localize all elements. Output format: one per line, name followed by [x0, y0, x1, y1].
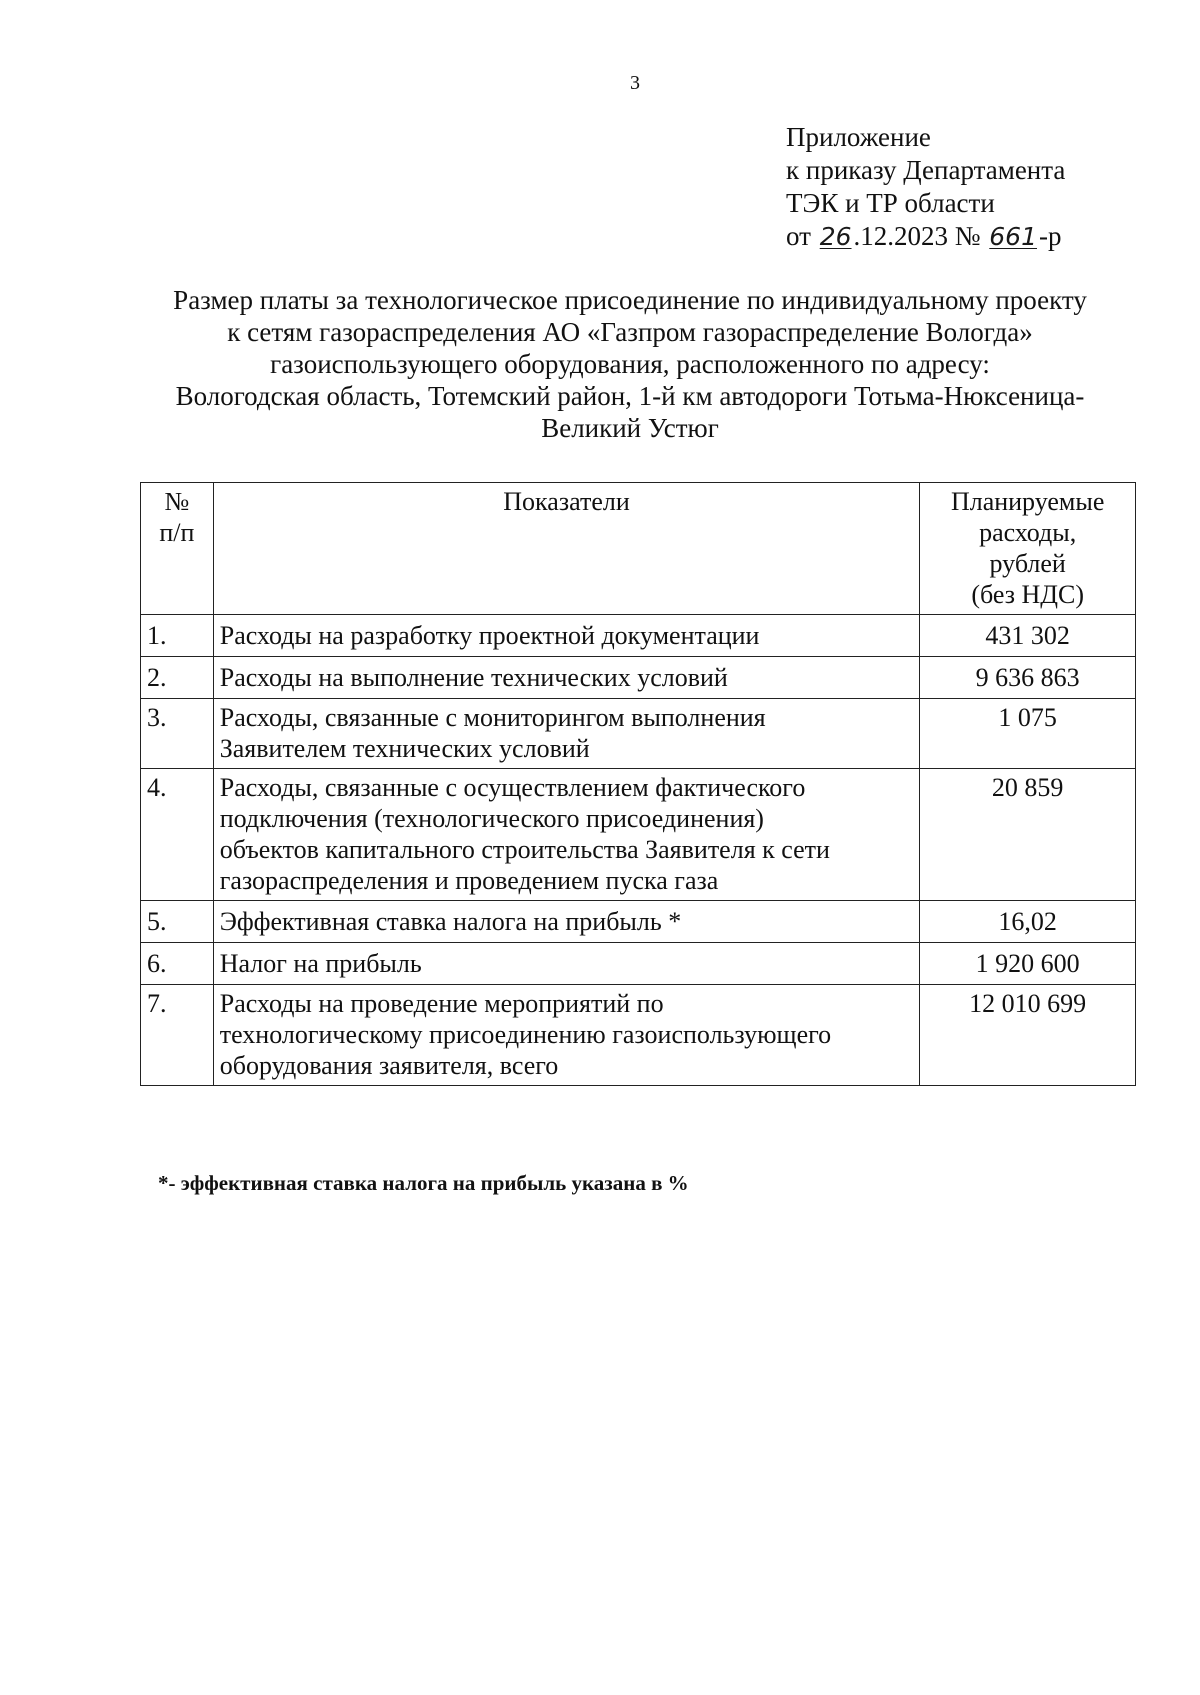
row-value: 1 075: [920, 699, 1136, 769]
row-value: 1 920 600: [920, 943, 1136, 985]
title-line: Размер платы за технологическое присоединение по индивидуальному проекту: [173, 285, 1087, 315]
table-row: [141, 657, 1136, 699]
header-number-line: п/п: [159, 518, 195, 547]
row-number: 6.: [141, 943, 214, 985]
indicator-line: Расходы на проведение мероприятий по: [219, 989, 664, 1018]
row-indicator: [213, 901, 920, 943]
row-number: 7.: [141, 985, 214, 1086]
row-number: 3.: [141, 699, 214, 769]
row-number: 5.: [141, 901, 214, 943]
table-header-row: [141, 483, 1136, 615]
header-cost-line: расходы,: [979, 518, 1077, 547]
indicator-line: Заявителем технических условий: [219, 734, 590, 763]
row-value: 431 302: [920, 615, 1136, 657]
header-number: [141, 483, 214, 615]
indicator-line: объектов капитального строительства Заявителя к сети: [219, 835, 830, 864]
appendix-order-ref: к приказу Департамента: [786, 155, 1066, 185]
handwritten-order-number: 661: [989, 222, 1037, 251]
date-rest: .12.2023 №: [853, 221, 988, 251]
indicator-line: Расходы на разработку проектной документации: [219, 621, 760, 650]
table-row: [141, 769, 1136, 901]
order-suffix: -р: [1039, 221, 1062, 251]
costs-table: [140, 482, 1136, 1086]
row-value: 16,02: [920, 901, 1136, 943]
indicator-line: Расходы, связанные с осуществлением фактического: [219, 773, 806, 802]
header-cost-line: (без НДС): [971, 580, 1084, 609]
appendix-department: ТЭК и ТР области: [786, 188, 995, 218]
table-row: [141, 699, 1136, 769]
title-line: к сетям газораспределения АО «Газпром газораспределение Вологда»: [227, 317, 1033, 347]
appendix-reference: [786, 121, 1065, 253]
indicator-line: оборудования заявителя, всего: [219, 1051, 559, 1080]
table-row: [141, 615, 1136, 657]
row-value: 12 010 699: [920, 985, 1136, 1086]
row-value: 20 859: [920, 769, 1136, 901]
indicator-line: Расходы, связанные с мониторингом выполнения: [219, 703, 766, 732]
row-indicator: [213, 769, 920, 901]
row-indicator: [213, 699, 920, 769]
handwritten-day: 26: [819, 222, 852, 251]
row-number: 4.: [141, 769, 214, 901]
row-indicator: [213, 985, 920, 1086]
header-cost-line: рублей: [989, 549, 1066, 578]
indicator-line: Эффективная ставка налога на прибыль *: [219, 907, 682, 936]
table-row: [141, 985, 1136, 1086]
title-line: Великий Устюг: [541, 413, 719, 443]
table-row: [141, 901, 1136, 943]
row-indicator: [213, 615, 920, 657]
row-number: 2.: [141, 657, 214, 699]
indicator-line: Налог на прибыль: [219, 949, 422, 978]
appendix-date-line: [786, 220, 1065, 253]
row-value: 9 636 863: [920, 657, 1136, 699]
page-number: 3: [630, 72, 640, 94]
header-number-line: №: [164, 487, 190, 516]
appendix-label: Приложение: [786, 122, 931, 152]
title-line: газоиспользующего оборудования, расположенного по адресу:: [270, 349, 990, 379]
indicator-line: технологическому присоединению газоиспользующего: [219, 1020, 832, 1049]
header-cost-line: Планируемые: [950, 487, 1105, 516]
title-line: Вологодская область, Тотемский район, 1-й км автодороги Тотьма-Нюксеница-: [175, 381, 1085, 411]
indicator-line: газораспределения и проведением пуска газа: [219, 866, 719, 895]
date-prefix: от: [786, 221, 818, 251]
document-title: [130, 284, 1130, 444]
indicator-line: Расходы на выполнение технических условий: [219, 663, 728, 692]
row-indicator: [213, 943, 920, 985]
row-indicator: [213, 657, 920, 699]
table-row: [141, 943, 1136, 985]
header-indicators: Показатели: [213, 483, 920, 615]
row-number: 1.: [141, 615, 214, 657]
footnote: *- эффективная ставка налога на прибыль указана в %: [158, 1171, 689, 1195]
header-planned-costs: [920, 483, 1136, 615]
indicator-line: подключения (технологического присоединения): [219, 804, 764, 833]
